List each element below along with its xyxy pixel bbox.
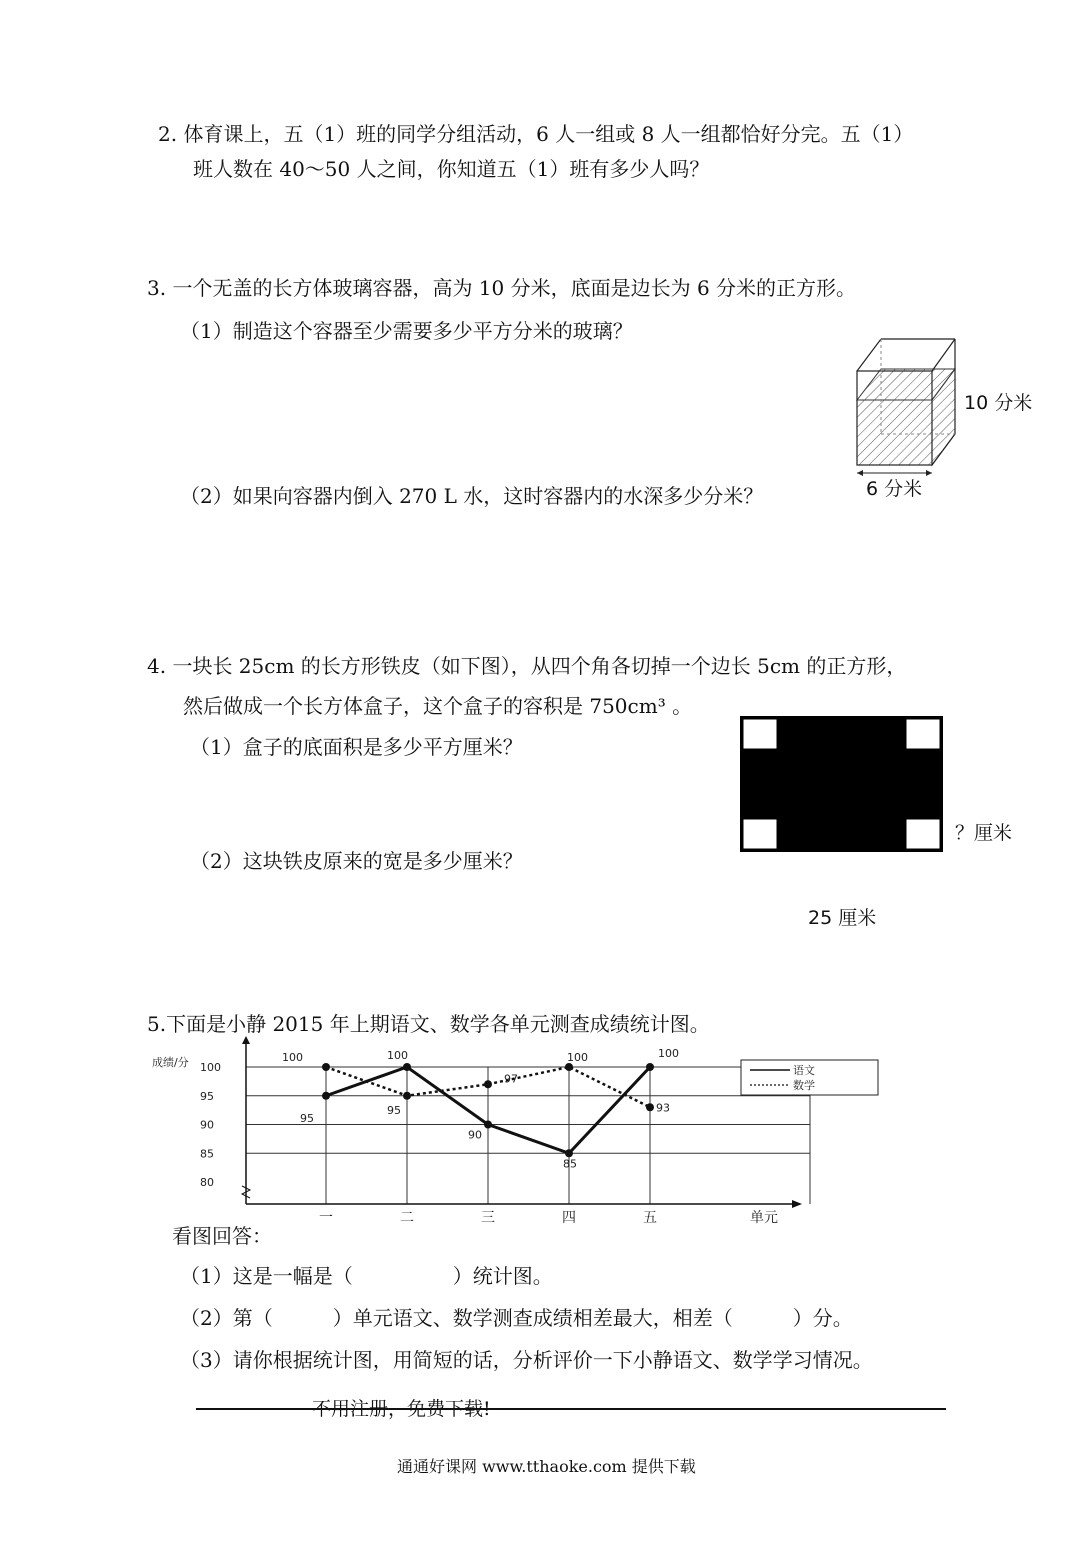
data-label: 100 bbox=[282, 1051, 303, 1064]
q2-line2: 班人数在 40～50 人之间，你知道五（1）班有多少人吗？ bbox=[193, 157, 710, 181]
container-height-label: 10 分米 bbox=[964, 392, 1033, 414]
data-label: 95 bbox=[300, 1111, 314, 1125]
q3-line1: 3. 一个无盖的长方体玻璃容器，高为 10 分米，底面是边长为 6 分米的正方形。 bbox=[147, 276, 857, 300]
q5-prompt: 看图回答： bbox=[172, 1224, 272, 1248]
data-point bbox=[646, 1103, 654, 1111]
legend-label-chinese: 语文 bbox=[793, 1064, 815, 1077]
data-label: 90 bbox=[468, 1128, 482, 1142]
data-label: 100 bbox=[387, 1049, 408, 1062]
container-diagram bbox=[850, 335, 990, 495]
y-tick-label: 90 bbox=[200, 1118, 214, 1132]
data-point bbox=[646, 1063, 654, 1071]
y-tick-label: 95 bbox=[200, 1089, 214, 1103]
corner-square bbox=[906, 819, 940, 849]
corner-square bbox=[743, 719, 777, 749]
footer-text[interactable]: 通通好课网 www.tthaoke.com 提供下载 bbox=[397, 1457, 696, 1476]
banner-line bbox=[196, 1408, 946, 1410]
q4-sub1: （1）盒子的底面积是多少平方厘米？ bbox=[190, 735, 523, 759]
data-label: 85 bbox=[563, 1157, 577, 1171]
data-point bbox=[322, 1063, 330, 1071]
data-point bbox=[322, 1092, 330, 1100]
data-point bbox=[403, 1063, 411, 1071]
y-tick-label: 85 bbox=[200, 1147, 214, 1161]
data-label: 100 bbox=[567, 1051, 588, 1064]
q5-sub3: （3）请你根据统计图，用简短的话，分析评价一下小静语文、数学学习情况。 bbox=[180, 1348, 873, 1372]
y-tick-label: 100 bbox=[200, 1061, 221, 1074]
x-tick-label: 三 bbox=[481, 1210, 495, 1226]
y-axis-label: 成绩/分 bbox=[152, 1056, 189, 1069]
data-label: 93 bbox=[656, 1101, 670, 1115]
data-point bbox=[565, 1063, 573, 1071]
q5-sub2: （2）第（ ）单元语文、数学测查成绩相差最大，相差（ ）分。 bbox=[180, 1306, 853, 1330]
data-point bbox=[484, 1121, 492, 1129]
axis-break bbox=[242, 1186, 250, 1198]
data-label: 97 bbox=[504, 1072, 518, 1086]
x-tick-label: 二 bbox=[400, 1210, 414, 1226]
x-axis-arrow bbox=[792, 1200, 802, 1208]
data-label: 100 bbox=[658, 1047, 679, 1060]
data-label: 95 bbox=[387, 1103, 401, 1117]
q3-sub2: （2）如果向容器内倒入 270 L 水，这时容器内的水深多少分米？ bbox=[180, 484, 764, 508]
y-axis-arrow bbox=[242, 1036, 250, 1044]
y-tick-label: 80 bbox=[200, 1176, 214, 1189]
x-tick-label: 五 bbox=[643, 1210, 657, 1226]
chart-legend bbox=[741, 1060, 878, 1095]
x-axis-label: 单元 bbox=[750, 1210, 778, 1226]
water-front bbox=[857, 400, 932, 465]
q5-line1: 5.下面是小静 2015 年上期语文、数学各单元测查成绩统计图。 bbox=[147, 1012, 710, 1036]
corner-square bbox=[743, 819, 777, 849]
q5-sub1: （1）这是一幅是（ ）统计图。 bbox=[180, 1264, 553, 1288]
x-tick-label: 四 bbox=[562, 1210, 576, 1226]
q4-line2: 然后做成一个长方体盒子，这个盒子的容积是 750cm³ 。 bbox=[183, 694, 693, 718]
data-point bbox=[484, 1080, 492, 1088]
q4-line1: 4. 一块长 25cm 的长方形铁皮（如下图），从四个角各切掉一个边长 5cm 的正方形， bbox=[147, 654, 907, 678]
corner-square bbox=[906, 719, 940, 749]
line-chart bbox=[150, 1034, 910, 1224]
sheet-length-label: 25 厘米 bbox=[808, 907, 877, 929]
iron-sheet-diagram bbox=[740, 716, 944, 854]
x-tick-label: 一 bbox=[319, 1210, 333, 1226]
q4-sub2: （2）这块铁皮原来的宽是多少厘米？ bbox=[190, 849, 523, 873]
data-point bbox=[565, 1149, 573, 1157]
legend-label-math: 数学 bbox=[793, 1079, 815, 1092]
container-base-label: 6 分米 bbox=[866, 478, 923, 500]
sheet-width-label: ？厘米 bbox=[955, 822, 1013, 844]
data-point bbox=[403, 1092, 411, 1100]
q2-line1: 2. 体育课上，五（1）班的同学分组活动，6 人一组或 8 人一组都恰好分完。五（1） bbox=[158, 122, 914, 146]
q3-sub1: （1）制造这个容器至少需要多少平方分米的玻璃？ bbox=[180, 319, 633, 343]
free-download-banner[interactable]: 不用注册，免费下载! bbox=[312, 1398, 491, 1420]
